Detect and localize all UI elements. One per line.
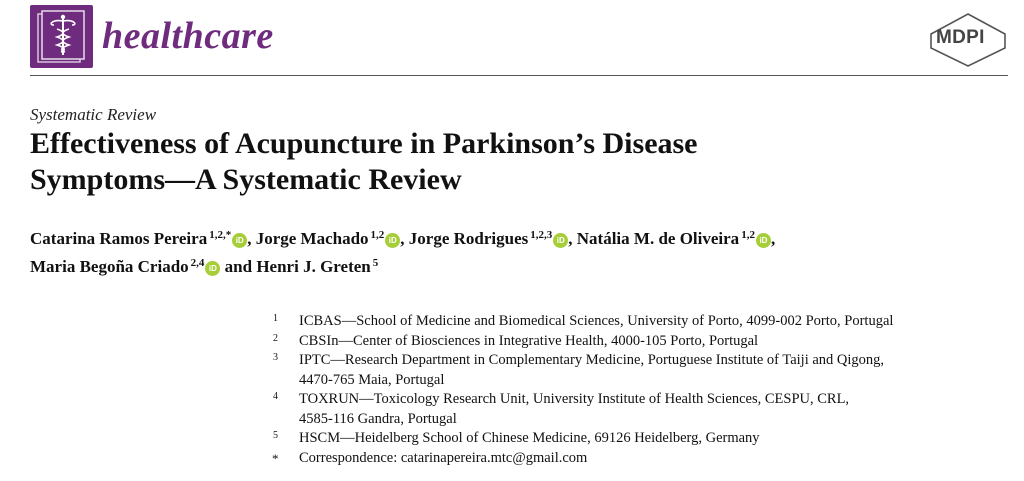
affiliation-item: [270, 312, 1000, 332]
affiliation-marker: 3: [273, 352, 278, 363]
author-separator: ,: [568, 229, 573, 248]
author-name: Natália M. de Oliveira: [576, 229, 740, 248]
author-separator: ,: [770, 229, 776, 248]
author-connector: and: [224, 257, 253, 276]
author-affiliation-marker: 1,2,*: [209, 229, 232, 241]
author-affiliation-marker: 1,2: [741, 229, 755, 241]
orcid-icon[interactable]: iD: [756, 233, 771, 248]
affiliation-text: IPTC—Research Department in Complementary Medicine, Portuguese Institute of Taiji and Qigong,: [299, 352, 885, 368]
author-list: [30, 223, 990, 279]
author-affiliation-marker: 2,4: [190, 257, 205, 269]
affiliation-text: TOXRUN—Toxicology Research Unit, University Institute of Health Sciences, CESPU, CRL,: [299, 391, 850, 407]
author-separator: ,: [400, 229, 405, 248]
header-divider: [30, 75, 1008, 76]
affiliation-list: [270, 312, 1000, 468]
orcid-icon[interactable]: iD: [385, 233, 400, 248]
affiliation-item: [270, 429, 1000, 449]
journal-name: healthcare: [102, 15, 274, 57]
affiliation-text: 4470-765 Maia, Portugal: [299, 371, 445, 388]
affiliation-marker: 4: [273, 391, 278, 402]
correspondence-item: [270, 449, 1000, 469]
affiliation-text: HSCM—Heidelberg School of Chinese Medicine, 69126 Heidelberg, Germany: [299, 430, 760, 446]
title-line: Symptoms—A Systematic Review: [30, 163, 462, 196]
affiliation-item: [270, 351, 1000, 390]
publisher-name: MDPI: [936, 27, 985, 48]
correspondence-text[interactable]: Correspondence: catarinapereira.mtc@gmail.com: [299, 449, 588, 466]
orcid-icon[interactable]: iD: [205, 261, 220, 276]
affiliation-marker: 2: [273, 332, 278, 344]
orcid-icon[interactable]: iD: [553, 233, 568, 248]
article-title: [30, 126, 930, 198]
author-separator: ,: [247, 229, 252, 248]
affiliation-marker: 5: [273, 430, 278, 441]
author-name: Maria Begoña Criado: [30, 257, 189, 276]
affiliation-text: 4585-116 Gandra, Portugal: [299, 410, 457, 427]
article-type: Systematic Review: [30, 105, 157, 124]
author-name: Catarina Ramos Pereira: [30, 229, 208, 248]
author-affiliation-marker: 5: [372, 257, 379, 269]
affiliation-marker: 1: [273, 313, 278, 324]
author-affiliation-marker: 1,2: [370, 229, 385, 241]
author-name: Jorge Machado: [255, 229, 369, 248]
orcid-icon[interactable]: iD: [232, 233, 247, 248]
author-affiliation-marker: 1,2,3: [530, 229, 553, 241]
author-line: [30, 223, 990, 251]
correspondence-marker: *: [272, 450, 279, 466]
affiliation-text: ICBAS—School of Medicine and Biomedical Sciences, University of Porto, 4099-002 Porto, Portugal: [299, 313, 894, 329]
author-name: Jorge Rodrigues: [408, 229, 529, 248]
affiliation-item: [270, 390, 1000, 429]
journal-logo: [30, 5, 93, 68]
affiliation-item: [270, 332, 1000, 352]
title-line: Effectiveness of Acupuncture in Parkinson’s Disease: [30, 127, 698, 160]
author-name: Henri J. Greten: [256, 257, 371, 276]
author-line: [30, 251, 990, 279]
caduceus-book-icon: [30, 5, 93, 68]
affiliation-text: CBSIn—Center of Biosciences in Integrative Health, 4000-105 Porto, Portugal: [299, 332, 759, 349]
